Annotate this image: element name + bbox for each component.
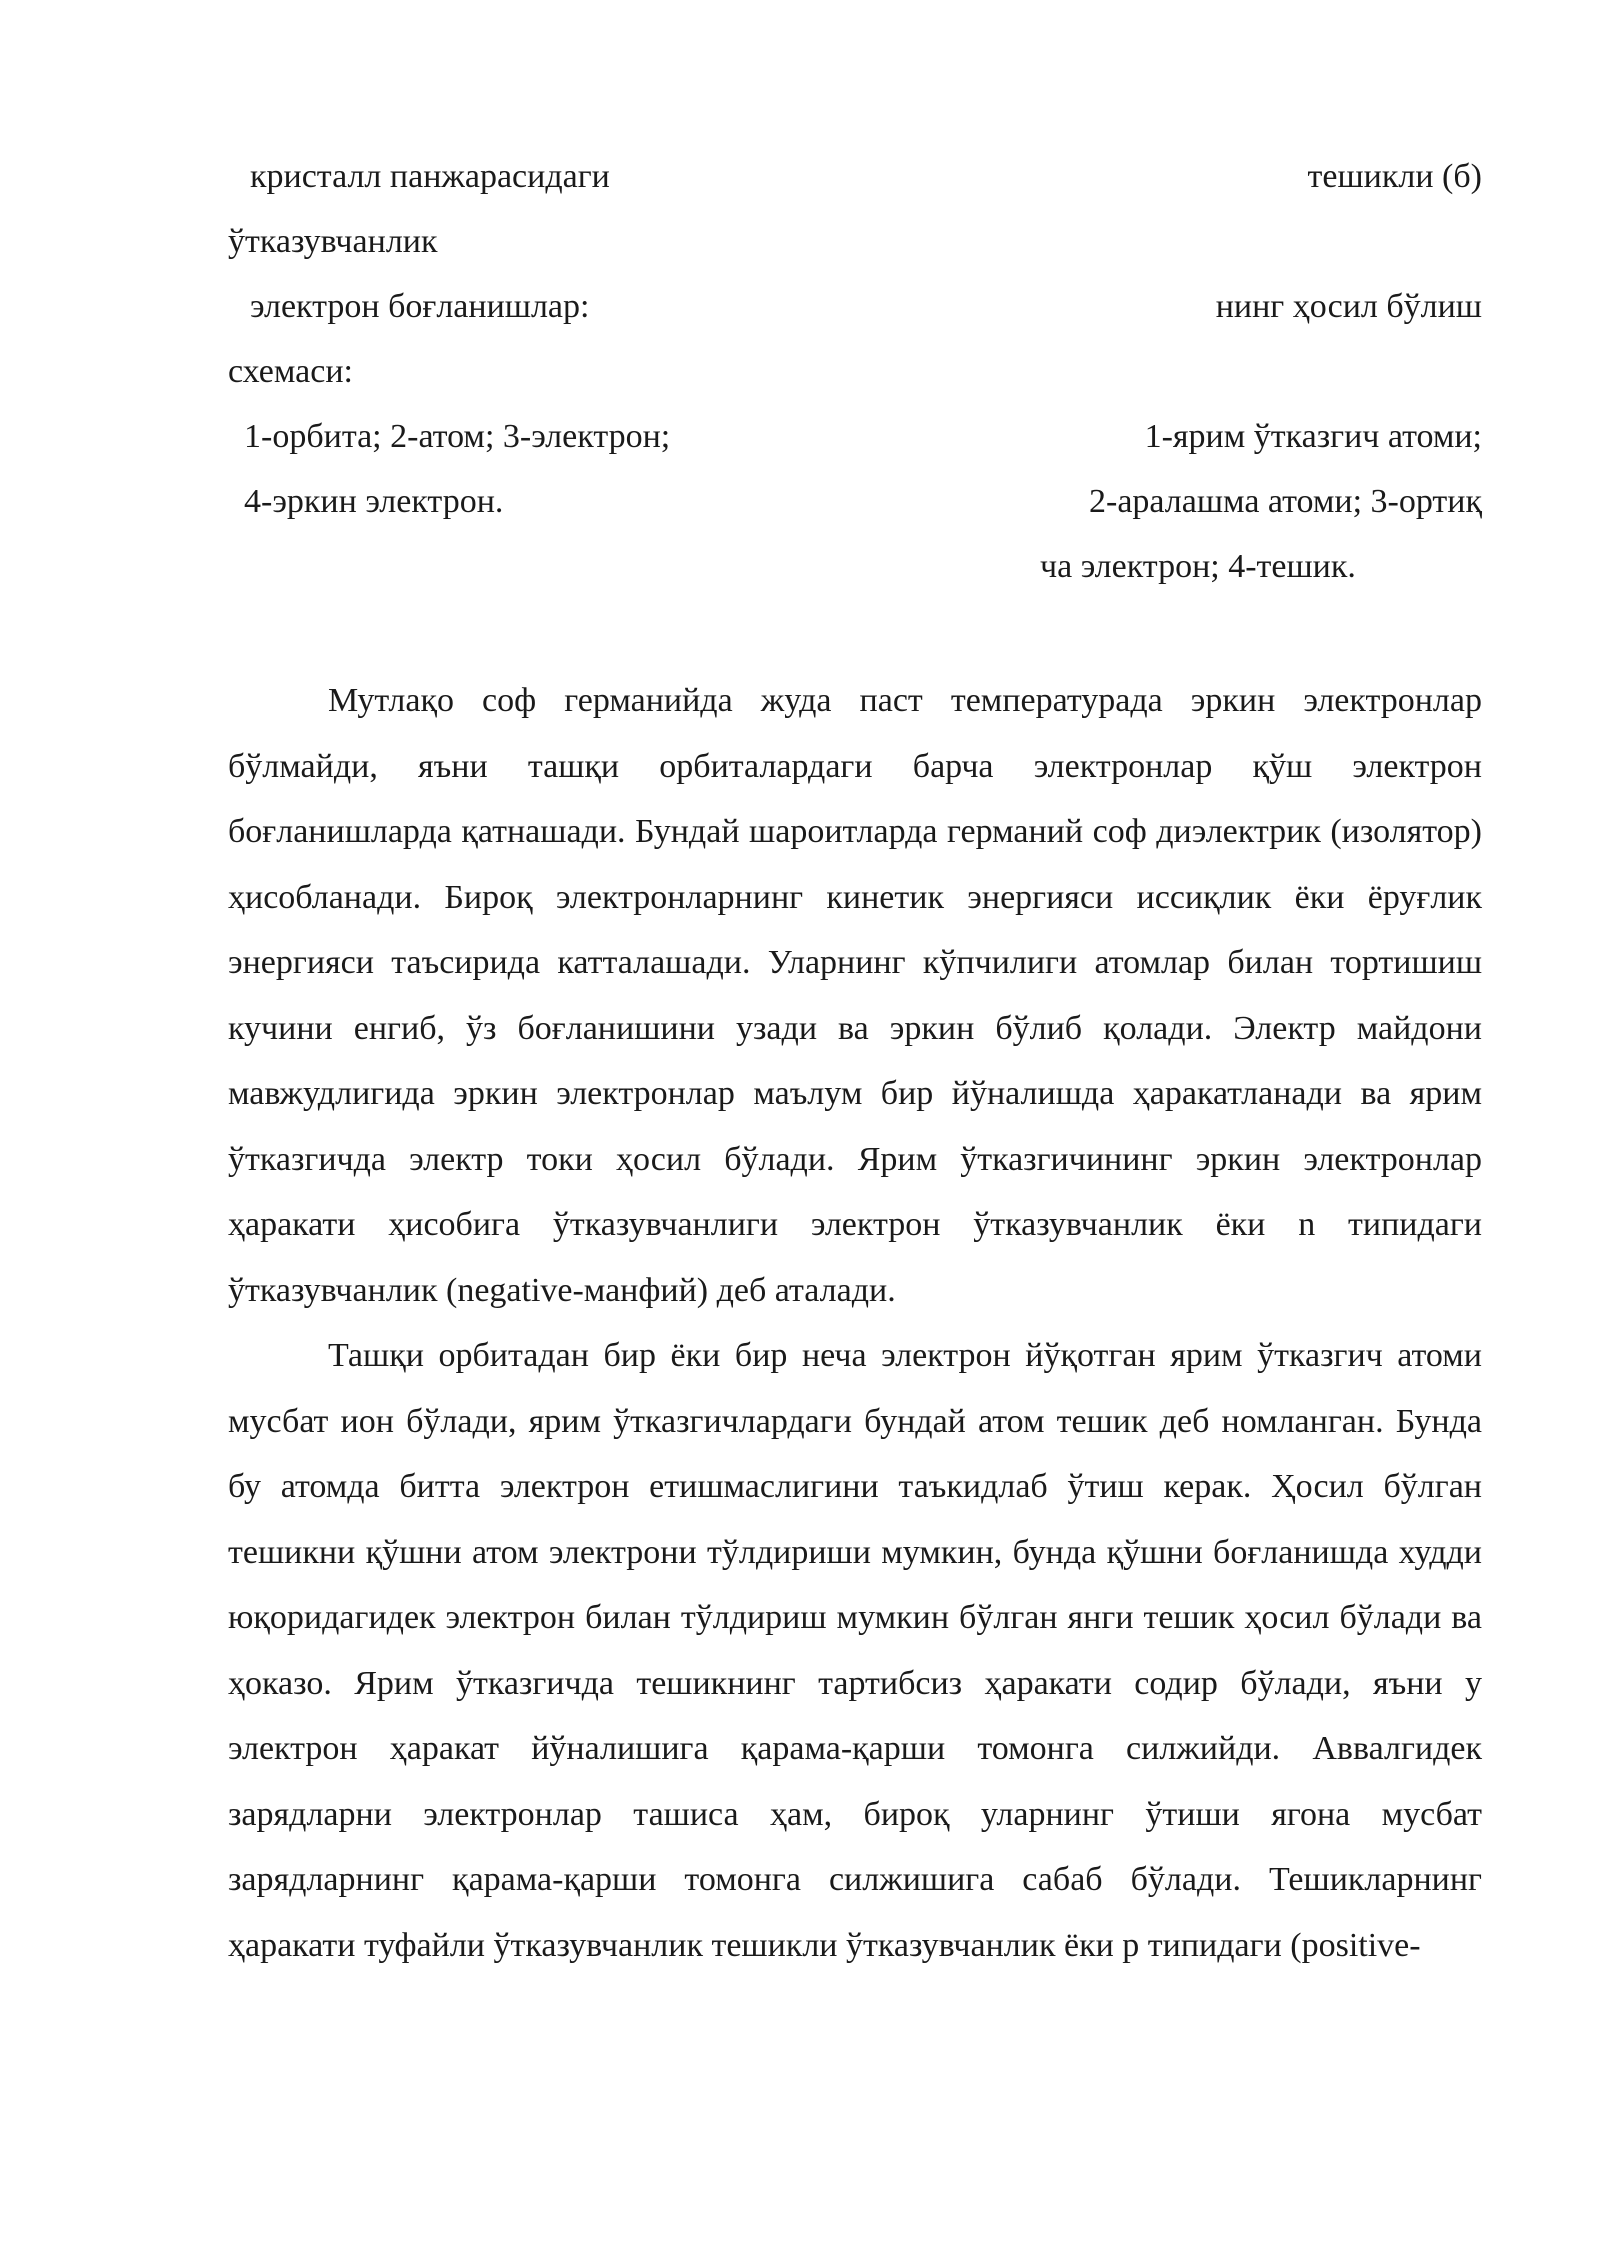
right-caption-line-4: 2-аралашма атоми; 3-ортиқ <box>1089 483 1482 520</box>
left-caption-line-4: схемаси: <box>228 353 353 390</box>
paragraph-1: Мутлақо соф германийда жуда паст температурада эркин электронлар бўлмайди, яъни ташқи орбиталардаги барча электронлар қўш электрон боғланишларда қатнашади. Бундай шароитларда германий соф диэлектрик (изолятор) ҳисобланади. Бироқ электронларнинг кинетик энергияси иссиқлик ёки ёруғлик энергияси таъсирида катталашади. Уларнинг кўпчилиги атомлар билан тортишиш кучини енгиб, ўз боғланишини узади ва эркин бўлиб қолади. Электр майдони мавжудлигида эркин электронлар маълум бир йўналишда ҳаракатланади ва ярим ўтказгичда электр токи ҳосил бўлади. Ярим ўтказгичининг эркин электронлар ҳаракати ҳисобига ўтказувчанлиги электрон ўтказувчанлик ёки n типидаги ўтказувчанлик (negative-манфий) деб аталади. <box>228 682 1482 1309</box>
left-caption-line-1: кристалл панжарасидаги <box>250 158 610 195</box>
body-text <box>228 668 1482 1978</box>
right-caption-line-2: нинг ҳосил бўлиш <box>1215 288 1482 325</box>
right-caption-line-3: 1-ярим ўтказгич атоми; <box>1144 418 1482 455</box>
left-caption-line-2: ўтказувчанлик <box>228 223 438 260</box>
paragraph-2: Ташқи орбитадан бир ёки бир неча электрон йўқотган ярим ўтказгич атоми мусбат ион бўлади, ярим ўтказгичлардаги бундай атом тешик деб номланган. Бунда бу атомда битта электрон етишмаслигини таъкидлаб ўтиш керак. Ҳосил бўлган тешикни қўшни атом электрони тўлдириши мумкин, бунда қўшни боғланишда худди юқоридагидек электрон билан тўлдириш мумкин бўлган янги тешик ҳосил бўлади ва ҳоказо. Ярим ўтказгичда тешикнинг тартибсиз ҳаракати содир бўлади, яъни у электрон ҳаракат йўналишига қарама-қарши томонга силжийди. Аввалгидек зарядларни электронлар ташиса ҳам, бироқ уларнинг ўтиши ягона мусбат зарядларнинг қарама-қарши томонга силжишига сабаб бўлади. Тешикларнинг ҳаракати туфайли ўтказувчанлик тешикли ўтказувчанлик ёки p типидаги (positive- <box>228 1337 1482 1964</box>
right-caption-line-5: ча электрон; 4-тешик. <box>1040 548 1356 585</box>
right-caption-line-1: тешикли (б) <box>1307 158 1482 195</box>
left-caption-line-3: электрон боғланишлар: <box>250 288 590 325</box>
left-caption-line-6: 4-эркин электрон. <box>244 483 504 520</box>
left-caption-line-5: 1-орбита; 2-атом; 3-электрон; <box>244 418 671 455</box>
